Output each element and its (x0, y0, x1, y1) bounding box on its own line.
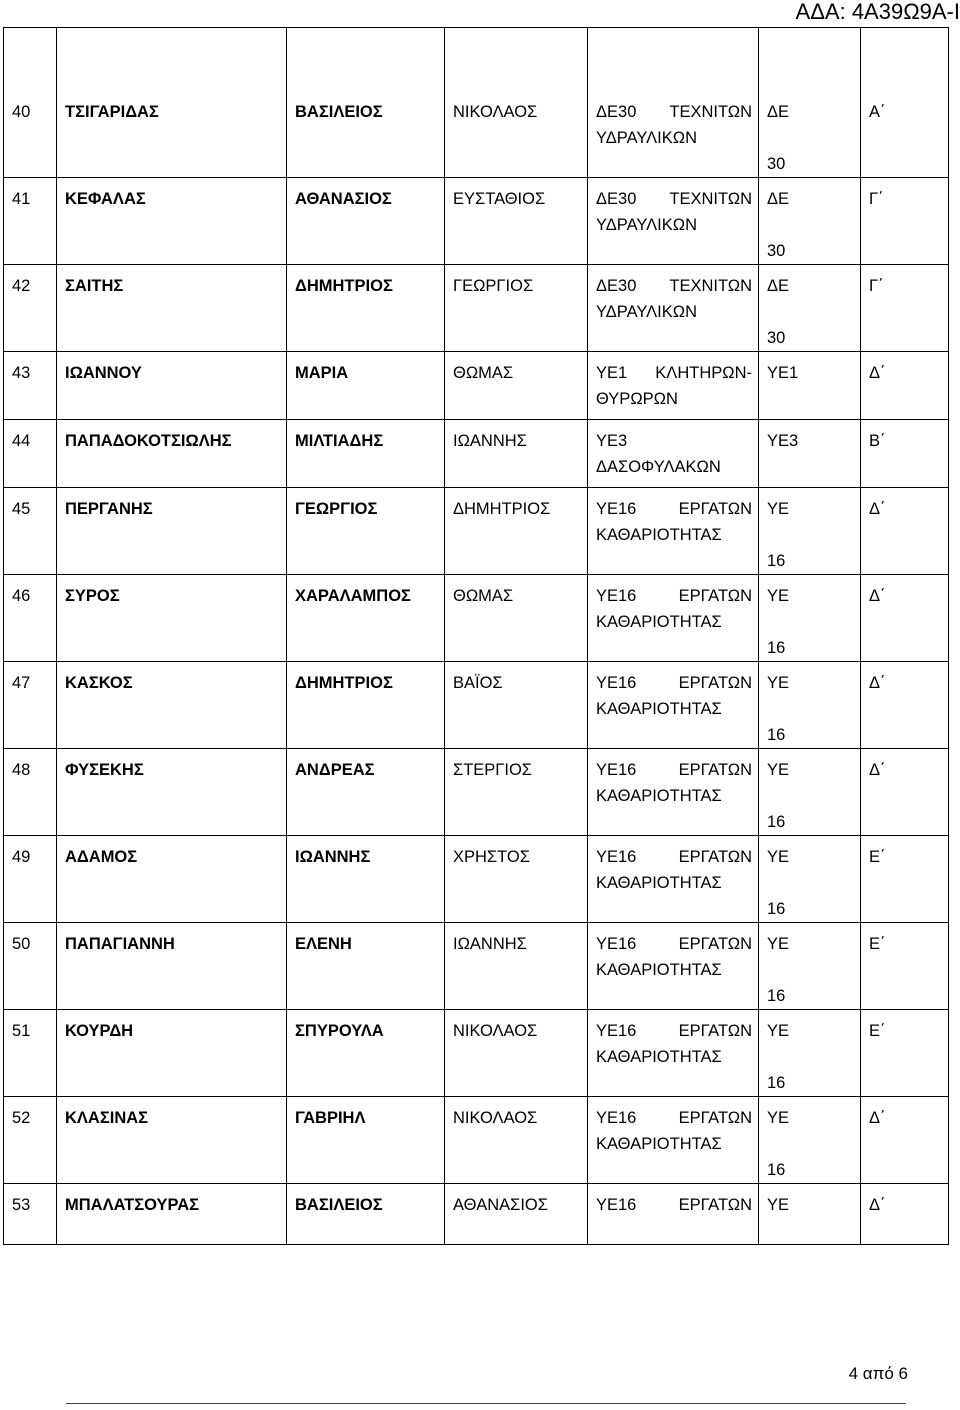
father-name-cell: ΘΩΜΑΣ (445, 575, 588, 662)
specialty-cell (588, 575, 759, 662)
specialty-code: ΥΕ16 (596, 848, 637, 866)
specialty-line (596, 273, 758, 299)
specialty-title: ΥΔΡΑΥΛΙΚΩΝ (596, 303, 698, 321)
father-name-cell: ΔΗΜΗΤΡΙΟΣ (445, 488, 588, 575)
grade-cell: Ε΄ (861, 923, 949, 1010)
specialty-branch: ΕΡΓΑΤΩΝ (678, 761, 752, 779)
father-name-cell: ΙΩΑΝΝΗΣ (445, 923, 588, 1010)
specialty-branch: ΕΡΓΑΤΩΝ (678, 1196, 752, 1214)
table-row (4, 662, 949, 749)
row-number: 49 (4, 836, 57, 923)
grade-cell: Α΄ (861, 28, 949, 178)
category-code: ΥΕ (767, 587, 790, 605)
category-cell (759, 662, 861, 749)
specialty-branch: ΕΡΓΑΤΩΝ (678, 500, 752, 518)
category-code: ΥΕ1 (767, 364, 799, 382)
first-name-cell: ΑΝΔΡΕΑΣ (287, 749, 445, 836)
category-code: ΔΕ (767, 277, 790, 295)
category-code: ΥΕ (767, 761, 790, 779)
table-row (4, 488, 949, 575)
surname-cell: ΑΔΑΜΟΣ (57, 836, 287, 923)
specialty-line (596, 931, 758, 957)
surname-cell: ΚΟΥΡΔΗ (57, 1010, 287, 1097)
specialty-line (596, 844, 758, 870)
first-name-cell: ΒΑΣΙΛΕΙΟΣ (287, 1184, 445, 1245)
category-cell (759, 749, 861, 836)
specialty-code: ΥΕ16 (596, 674, 637, 692)
row-number: 52 (4, 1097, 57, 1184)
specialty-code: ΥΕ1 (596, 364, 628, 382)
specialty-code: ΔΕ30 (596, 103, 637, 121)
specialty-title: ΘΥΡΩΡΩΝ (596, 390, 678, 408)
first-name-cell: ΑΘΑΝΑΣΙΟΣ (287, 178, 445, 265)
specialty-line (596, 186, 758, 212)
category-code: ΔΕ (767, 103, 790, 121)
specialty-branch: ΤΕΧΝΙΤΩΝ (669, 103, 752, 121)
father-name-cell: ΓΕΩΡΓΙΟΣ (445, 265, 588, 352)
first-name-cell: ΙΩΑΝΝΗΣ (287, 836, 445, 923)
specialty-line (596, 670, 758, 696)
grade-cell: Δ΄ (861, 1184, 949, 1245)
surname-cell: ΠΑΠΑΓΙΑΝΝΗ (57, 923, 287, 1010)
grade-cell: Δ΄ (861, 488, 949, 575)
surname-cell: ΣΥΡΟΣ (57, 575, 287, 662)
category-code: ΥΕ (767, 1109, 790, 1127)
specialty-cell (588, 265, 759, 352)
row-number: 47 (4, 662, 57, 749)
first-name-cell: ΔΗΜΗΤΡΙΟΣ (287, 265, 445, 352)
row-number: 40 (4, 28, 57, 178)
surname-cell: ΣΑΙΤΗΣ (57, 265, 287, 352)
row-number: 43 (4, 352, 57, 420)
specialty-title: ΚΑΘΑΡΙΟΤΗΤΑΣ (596, 1135, 722, 1153)
category-number: 30 (767, 155, 786, 173)
first-name-cell: ΧΑΡΑΛΑΜΠΟΣ (287, 575, 445, 662)
page-number: 4 από 6 (848, 1364, 908, 1383)
row-number: 46 (4, 575, 57, 662)
first-name-cell: ΓΕΩΡΓΙΟΣ (287, 488, 445, 575)
specialty-branch: ΤΕΧΝΙΤΩΝ (669, 277, 752, 295)
category-number: 16 (767, 1074, 786, 1092)
grade-cell: Β΄ (861, 420, 949, 488)
category-number: 16 (767, 813, 786, 831)
staff-table-body (4, 28, 949, 1245)
surname-cell: ΚΑΣΚΟΣ (57, 662, 287, 749)
category-number: 16 (767, 639, 786, 657)
staff-table (3, 27, 949, 1245)
grade-cell: Ε΄ (861, 1010, 949, 1097)
surname-cell: ΜΠΑΛΑΤΣΟΥΡΑΣ (57, 1184, 287, 1245)
specialty-title: ΚΑΘΑΡΙΟΤΗΤΑΣ (596, 700, 722, 718)
specialty-line (596, 496, 758, 522)
father-name-cell: ΝΙΚΟΛΑΟΣ (445, 1010, 588, 1097)
specialty-line (596, 1105, 758, 1131)
row-number: 50 (4, 923, 57, 1010)
category-cell (759, 178, 861, 265)
category-cell (759, 1184, 861, 1245)
category-code: ΥΕ (767, 674, 790, 692)
father-name-cell: ΝΙΚΟΛΑΟΣ (445, 1097, 588, 1184)
father-name-cell: ΝΙΚΟΛΑΟΣ (445, 28, 588, 178)
specialty-code: ΔΕ30 (596, 190, 637, 208)
father-name-cell: ΙΩΑΝΝΗΣ (445, 420, 588, 488)
category-code: ΥΕ (767, 1196, 790, 1214)
category-code: ΔΕ (767, 190, 790, 208)
category-cell (759, 488, 861, 575)
first-name-cell: ΕΛΕΝΗ (287, 923, 445, 1010)
first-name-cell: ΒΑΣΙΛΕΙΟΣ (287, 28, 445, 178)
specialty-line (596, 99, 758, 125)
specialty-line (596, 1192, 758, 1218)
specialty-line (596, 360, 758, 386)
specialty-branch: ΚΛΗΤΗΡΩΝ- (655, 364, 752, 382)
specialty-cell (588, 28, 759, 178)
table-row (4, 1097, 949, 1184)
surname-cell: ΠΑΠΑΔΟΚΟΤΣΙΩΛΗΣ (57, 420, 287, 488)
category-code: ΥΕ (767, 1022, 790, 1040)
first-name-cell: ΣΠΥΡΟΥΛΑ (287, 1010, 445, 1097)
specialty-cell (588, 420, 759, 488)
specialty-branch: ΕΡΓΑΤΩΝ (678, 848, 752, 866)
table-row (4, 575, 949, 662)
specialty-title: ΚΑΘΑΡΙΟΤΗΤΑΣ (596, 874, 722, 892)
category-code: ΥΕ3 (767, 432, 799, 450)
category-number: 30 (767, 329, 786, 347)
grade-cell: Δ΄ (861, 575, 949, 662)
specialty-line (596, 1018, 758, 1044)
specialty-cell (588, 662, 759, 749)
specialty-cell (588, 352, 759, 420)
row-number: 41 (4, 178, 57, 265)
footer-rule (66, 1403, 906, 1404)
row-number: 51 (4, 1010, 57, 1097)
first-name-cell: ΓΑΒΡΙΗΛ (287, 1097, 445, 1184)
specialty-line (596, 428, 758, 454)
specialty-cell (588, 178, 759, 265)
specialty-line (596, 583, 758, 609)
category-cell (759, 1097, 861, 1184)
specialty-title: ΥΔΡΑΥΛΙΚΩΝ (596, 216, 698, 234)
first-name-cell: ΜΙΛΤΙΑΔΗΣ (287, 420, 445, 488)
specialty-branch: ΕΡΓΑΤΩΝ (678, 1022, 752, 1040)
surname-cell: ΚΛΑΣΙΝΑΣ (57, 1097, 287, 1184)
row-number: 42 (4, 265, 57, 352)
row-number: 53 (4, 1184, 57, 1245)
table-row (4, 923, 949, 1010)
ada-header: ΑΔΑ: 4Α39Ω9Α-Ι (795, 0, 960, 24)
specialty-cell (588, 488, 759, 575)
father-name-cell: ΕΥΣΤΑΘΙΟΣ (445, 178, 588, 265)
first-name-cell: ΔΗΜΗΤΡΙΟΣ (287, 662, 445, 749)
surname-cell: ΚΕΦΑΛΑΣ (57, 178, 287, 265)
grade-cell: Γ΄ (861, 178, 949, 265)
table-row (4, 749, 949, 836)
row-number: 48 (4, 749, 57, 836)
specialty-title: ΚΑΘΑΡΙΟΤΗΤΑΣ (596, 613, 722, 631)
category-cell (759, 28, 861, 178)
category-cell (759, 265, 861, 352)
category-cell (759, 420, 861, 488)
grade-cell: Δ΄ (861, 662, 949, 749)
father-name-cell: ΑΘΑΝΑΣΙΟΣ (445, 1184, 588, 1245)
grade-cell: Δ΄ (861, 352, 949, 420)
category-cell (759, 836, 861, 923)
category-number: 16 (767, 987, 786, 1005)
category-code: ΥΕ (767, 500, 790, 518)
specialty-cell (588, 1010, 759, 1097)
specialty-branch: ΕΡΓΑΤΩΝ (678, 587, 752, 605)
row-number: 44 (4, 420, 57, 488)
category-code: ΥΕ (767, 935, 790, 953)
surname-cell: ΙΩΑΝΝΟΥ (57, 352, 287, 420)
specialty-title: ΚΑΘΑΡΙΟΤΗΤΑΣ (596, 961, 722, 979)
specialty-title: ΥΔΡΑΥΛΙΚΩΝ (596, 129, 698, 147)
specialty-code: ΥΕ16 (596, 1196, 637, 1214)
specialty-title: ΚΑΘΑΡΙΟΤΗΤΑΣ (596, 1048, 722, 1066)
grade-cell: Γ΄ (861, 265, 949, 352)
father-name-cell: ΧΡΗΣΤΟΣ (445, 836, 588, 923)
table-row (4, 836, 949, 923)
specialty-code: ΥΕ16 (596, 761, 637, 779)
category-number: 16 (767, 1161, 786, 1179)
grade-cell: Δ΄ (861, 1097, 949, 1184)
category-cell (759, 923, 861, 1010)
specialty-branch: ΕΡΓΑΤΩΝ (678, 1109, 752, 1127)
row-number: 45 (4, 488, 57, 575)
specialty-code: ΥΕ16 (596, 1109, 637, 1127)
grade-cell: Ε΄ (861, 836, 949, 923)
specialty-code: ΥΕ16 (596, 587, 637, 605)
category-cell (759, 352, 861, 420)
first-name-cell: ΜΑΡΙΑ (287, 352, 445, 420)
specialty-cell (588, 1097, 759, 1184)
category-number: 16 (767, 726, 786, 744)
category-number: 16 (767, 552, 786, 570)
table-row (4, 178, 949, 265)
grade-cell: Δ΄ (861, 749, 949, 836)
specialty-branch: ΕΡΓΑΤΩΝ (678, 935, 752, 953)
specialty-cell (588, 836, 759, 923)
category-cell (759, 1010, 861, 1097)
surname-cell: ΦΥΣΕΚΗΣ (57, 749, 287, 836)
category-number: 30 (767, 242, 786, 260)
father-name-cell: ΣΤΕΡΓΙΟΣ (445, 749, 588, 836)
table-row (4, 352, 949, 420)
specialty-cell (588, 749, 759, 836)
specialty-code: ΔΕ30 (596, 277, 637, 295)
category-code: ΥΕ (767, 848, 790, 866)
specialty-branch: ΤΕΧΝΙΤΩΝ (669, 190, 752, 208)
specialty-title: ΚΑΘΑΡΙΟΤΗΤΑΣ (596, 787, 722, 805)
category-number: 16 (767, 900, 786, 918)
specialty-code: ΥΕ3 (596, 432, 628, 450)
specialty-title: ΔΑΣΟΦΥΛΑΚΩΝ (596, 458, 721, 476)
specialty-code: ΥΕ16 (596, 1022, 637, 1040)
surname-cell: ΠΕΡΓΑΝΗΣ (57, 488, 287, 575)
table-row (4, 1184, 949, 1245)
specialty-cell (588, 923, 759, 1010)
specialty-cell (588, 1184, 759, 1245)
table-row (4, 265, 949, 352)
father-name-cell: ΘΩΜΑΣ (445, 352, 588, 420)
specialty-line (596, 757, 758, 783)
father-name-cell: ΒΑΪΟΣ (445, 662, 588, 749)
category-cell (759, 575, 861, 662)
table-row (4, 28, 949, 178)
specialty-code: ΥΕ16 (596, 500, 637, 518)
specialty-title: ΚΑΘΑΡΙΟΤΗΤΑΣ (596, 526, 722, 544)
table-row (4, 420, 949, 488)
specialty-branch: ΕΡΓΑΤΩΝ (678, 674, 752, 692)
surname-cell: ΤΣΙΓΑΡΙΔΑΣ (57, 28, 287, 178)
specialty-code: ΥΕ16 (596, 935, 637, 953)
table-row (4, 1010, 949, 1097)
